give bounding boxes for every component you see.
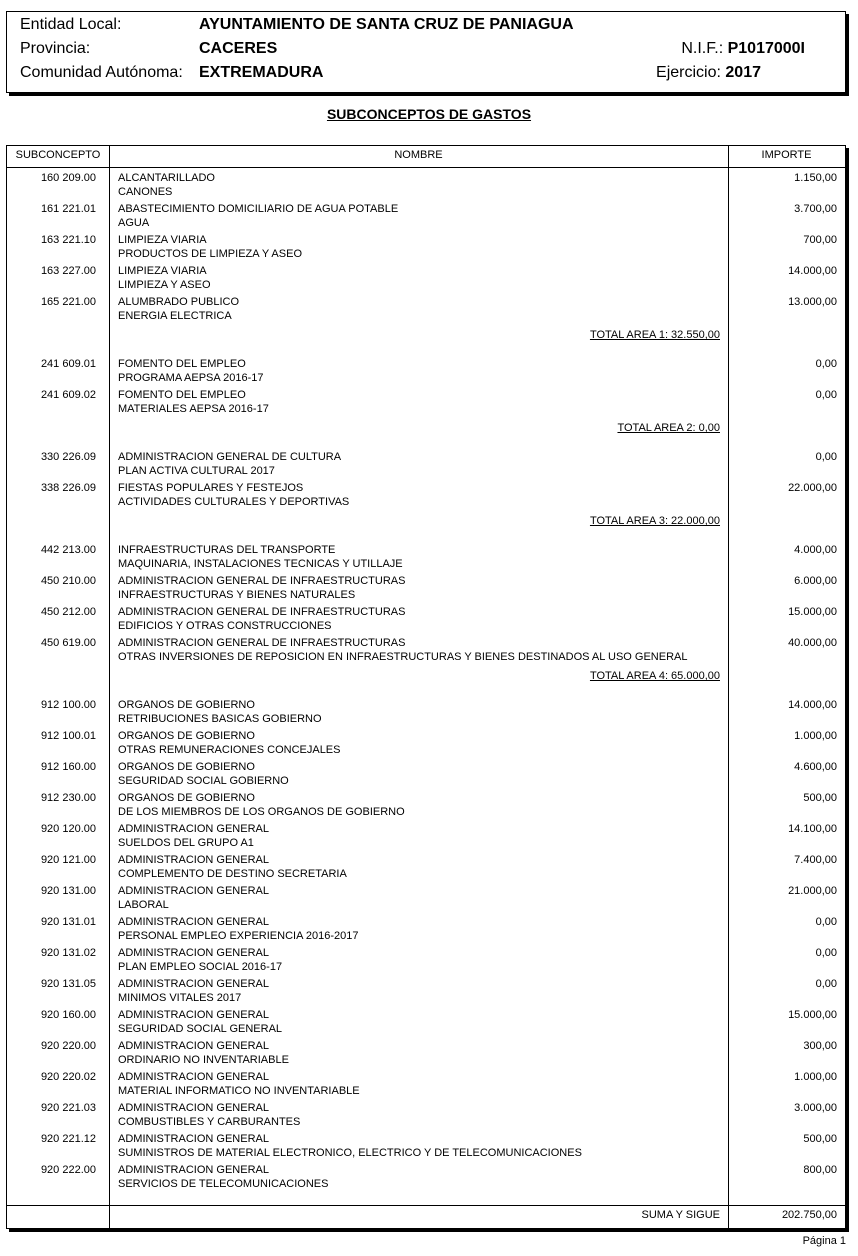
nombre-line1: FOMENTO DEL EMPLEO xyxy=(118,389,246,401)
importe-value: 700,00 xyxy=(803,234,837,246)
table-row xyxy=(7,1009,845,1040)
subconcepto-code: 912 160.00 xyxy=(40,761,96,773)
nombre-line1: ADMINISTRACION GENERAL xyxy=(118,1164,269,1176)
table-row xyxy=(7,916,845,947)
importe-value: 14.000,00 xyxy=(788,265,837,277)
importe-value: 1.150,00 xyxy=(794,172,837,184)
table-row xyxy=(7,265,845,296)
table-row xyxy=(7,296,845,327)
table-row xyxy=(7,358,845,389)
provincia-value: CACERES xyxy=(199,40,278,57)
nif-value: P1017000I xyxy=(727,40,805,57)
nombre-line2: MATERIAL INFORMATICO NO INVENTARIABLE xyxy=(118,1085,360,1097)
table-row xyxy=(7,699,845,730)
subconcepto-code: 920 221.12 xyxy=(40,1133,96,1145)
subconcepto-code: 920 222.00 xyxy=(40,1164,96,1176)
nombre-line2: INFRAESTRUCTURAS Y BIENES NATURALES xyxy=(118,589,356,601)
nombre-line2: DE LOS MIEMBROS DE LOS ORGANOS DE GOBIERNO xyxy=(118,806,405,818)
importe-value: 4.600,00 xyxy=(794,761,837,773)
suma-y-sigue-value: 202.750,00 xyxy=(781,1209,837,1221)
importe-value: 0,00 xyxy=(815,947,837,959)
nombre-line1: ADMINISTRACION GENERAL xyxy=(118,916,269,928)
table-row xyxy=(7,172,845,203)
table-row xyxy=(7,854,845,885)
subconcepto-code: 920 121.00 xyxy=(40,854,96,866)
subconcepto-code: 920 131.02 xyxy=(40,947,96,959)
nombre-line1: ADMINISTRACION GENERAL xyxy=(118,823,269,835)
ejercicio xyxy=(656,64,761,82)
nombre-line1: ABASTECIMIENTO DOMICILIARIO DE AGUA POTABLE xyxy=(118,203,399,215)
subconcepto-code: 920 131.00 xyxy=(40,885,96,897)
subconcepto-code: 920 221.03 xyxy=(40,1102,96,1114)
nombre-line2: CANONES xyxy=(118,186,173,198)
subconcepto-code: 920 220.02 xyxy=(40,1071,96,1083)
subconcepto-code: 912 100.01 xyxy=(40,730,96,742)
importe-value: 800,00 xyxy=(803,1164,837,1176)
importe-value: 6.000,00 xyxy=(794,575,837,587)
subconcepto-code: 920 131.05 xyxy=(40,978,96,990)
nombre-line2: COMBUSTIBLES Y CARBURANTES xyxy=(118,1116,301,1128)
importe-value: 40.000,00 xyxy=(788,637,837,649)
importe-value: 7.400,00 xyxy=(794,854,837,866)
area-total: TOTAL AREA 1: 32.550,00 xyxy=(589,329,720,341)
comunidad-value: EXTREMADURA xyxy=(199,64,324,81)
importe-value: 300,00 xyxy=(803,1040,837,1052)
importe-value: 22.000,00 xyxy=(788,482,837,494)
importe-value: 0,00 xyxy=(815,451,837,463)
table-row xyxy=(7,575,845,606)
area-total: TOTAL AREA 4: 65.000,00 xyxy=(589,670,720,682)
ejercicio-label: Ejercicio: xyxy=(656,64,721,81)
entidad-label: Entidad Local: xyxy=(20,16,122,33)
table-row xyxy=(7,606,845,637)
table-row xyxy=(7,1102,845,1133)
nombre-line2: ENERGIA ELECTRICA xyxy=(118,310,232,322)
table-row xyxy=(7,761,845,792)
subconcepto-code: 163 221.10 xyxy=(40,234,96,246)
importe-value: 3.000,00 xyxy=(794,1102,837,1114)
subconcepto-code: 920 220.00 xyxy=(40,1040,96,1052)
subconcepto-code: 920 160.00 xyxy=(40,1009,96,1021)
subconcepto-code: 241 609.01 xyxy=(40,358,96,370)
nombre-line2: MINIMOS VITALES 2017 xyxy=(118,992,242,1004)
importe-value: 1.000,00 xyxy=(794,1071,837,1083)
header-box xyxy=(6,11,846,93)
table-row xyxy=(7,203,845,234)
subconcepto-code: 330 226.09 xyxy=(40,451,96,463)
header-row-comunidad xyxy=(7,64,845,88)
importe-value: 3.700,00 xyxy=(794,203,837,215)
table-row xyxy=(7,389,845,420)
nombre-line2: PROGRAMA AEPSA 2016-17 xyxy=(118,372,264,384)
nombre-line1: FIESTAS POPULARES Y FESTEJOS xyxy=(118,482,304,494)
nombre-line2: PLAN ACTIVA CULTURAL 2017 xyxy=(118,465,275,477)
nombre-line2: PRODUCTOS DE LIMPIEZA Y ASEO xyxy=(118,248,303,260)
subconcepto-code: 241 609.02 xyxy=(40,389,96,401)
nombre-line1: FOMENTO DEL EMPLEO xyxy=(118,358,246,370)
nombre-line2: PERSONAL EMPLEO EXPERIENCIA 2016-2017 xyxy=(118,930,359,942)
nombre-line1: ORGANOS DE GOBIERNO xyxy=(118,761,255,773)
area-total: TOTAL AREA 3: 22.000,00 xyxy=(589,515,720,527)
importe-value: 1.000,00 xyxy=(794,730,837,742)
subconcepto-code: 161 221.01 xyxy=(40,203,96,215)
importe-value: 0,00 xyxy=(815,358,837,370)
nombre-line2: AGUA xyxy=(118,217,150,229)
nombre-line1: ADMINISTRACION GENERAL xyxy=(118,885,269,897)
nombre-line1: ORGANOS DE GOBIERNO xyxy=(118,699,255,711)
nombre-line2: SEGURIDAD SOCIAL GENERAL xyxy=(118,1023,283,1035)
subconcepto-code: 912 230.00 xyxy=(40,792,96,804)
page-number: Página 1 xyxy=(802,1235,846,1247)
importe-value: 4.000,00 xyxy=(794,544,837,556)
table-row xyxy=(7,1040,845,1071)
column-header-subconcepto: SUBCONCEPTO xyxy=(15,149,101,161)
nombre-line2: ORDINARIO NO INVENTARIABLE xyxy=(118,1054,289,1066)
nif-label: N.I.F.: xyxy=(681,40,724,57)
nombre-line1: ADMINISTRACION GENERAL xyxy=(118,947,269,959)
nombre-line2: OTRAS REMUNERACIONES CONCEJALES xyxy=(118,744,341,756)
nombre-line2: SERVICIOS DE TELECOMUNICACIONES xyxy=(118,1178,329,1190)
subconcepto-code: 163 227.00 xyxy=(40,265,96,277)
header-row-provincia xyxy=(7,40,845,64)
header-row-entidad xyxy=(7,16,845,40)
importe-value: 0,00 xyxy=(815,916,837,928)
table-row xyxy=(7,885,845,916)
subconcepto-code: 912 100.00 xyxy=(40,699,96,711)
importe-value: 15.000,00 xyxy=(788,1009,837,1021)
subconcepto-code: 450 210.00 xyxy=(40,575,96,587)
nombre-line2: PLAN EMPLEO SOCIAL 2016-17 xyxy=(118,961,283,973)
nombre-line2: COMPLEMENTO DE DESTINO SECRETARIA xyxy=(118,868,347,880)
table-row xyxy=(7,544,845,575)
nombre-line1: LIMPIEZA VIARIA xyxy=(118,265,207,277)
nombre-line2: MATERIALES AEPSA 2016-17 xyxy=(118,403,269,415)
nombre-line1: ADMINISTRACION GENERAL DE CULTURA xyxy=(118,451,342,463)
table-row xyxy=(7,978,845,1009)
nombre-line2: SUELDOS DEL GRUPO A1 xyxy=(118,837,254,849)
nombre-line2: OTRAS INVERSIONES DE REPOSICION EN INFRAESTRUCTURAS Y BIENES DESTINADOS AL USO GENERAL xyxy=(118,651,688,663)
nombre-line2: SEGURIDAD SOCIAL GOBIERNO xyxy=(118,775,289,787)
column-header-nombre: NOMBRE xyxy=(394,149,443,161)
subconcepto-code: 920 131.01 xyxy=(40,916,96,928)
nombre-line2: LIMPIEZA Y ASEO xyxy=(118,279,211,291)
importe-value: 500,00 xyxy=(803,792,837,804)
subconcepto-code: 920 120.00 xyxy=(40,823,96,835)
table-row xyxy=(7,1164,845,1195)
nombre-line1: ADMINISTRACION GENERAL DE INFRAESTRUCTURAS xyxy=(118,606,406,618)
subconcepto-code: 442 213.00 xyxy=(40,544,96,556)
importe-value: 14.100,00 xyxy=(788,823,837,835)
nombre-line1: ORGANOS DE GOBIERNO xyxy=(118,792,255,804)
area-total: TOTAL AREA 2: 0,00 xyxy=(617,422,720,434)
subconcepto-code: 450 212.00 xyxy=(40,606,96,618)
nombre-line2: EDIFICIOS Y OTRAS CONSTRUCCIONES xyxy=(118,620,332,632)
document-title xyxy=(0,106,858,122)
nombre-line2: MAQUINARIA, INSTALACIONES TECNICAS Y UTILLAJE xyxy=(118,558,403,570)
importe-value: 500,00 xyxy=(803,1133,837,1145)
table-row xyxy=(7,730,845,761)
nombre-line1: ADMINISTRACION GENERAL xyxy=(118,1102,269,1114)
importe-value: 14.000,00 xyxy=(788,699,837,711)
nombre-line1: ORGANOS DE GOBIERNO xyxy=(118,730,255,742)
table-row xyxy=(7,637,845,668)
nombre-line1: ADMINISTRACION GENERAL xyxy=(118,854,269,866)
table-row xyxy=(7,1133,845,1164)
provincia-label: Provincia: xyxy=(20,40,91,57)
comunidad-label: Comunidad Autónoma: xyxy=(20,64,183,81)
expenses-table xyxy=(6,145,846,1229)
nif xyxy=(681,40,805,58)
nombre-line2: SUMINISTROS DE MATERIAL ELECTRONICO, ELECTRICO Y DE TELECOMUNICACIONES xyxy=(118,1147,582,1159)
nombre-line1: ADMINISTRACION GENERAL xyxy=(118,1071,269,1083)
nombre-line1: INFRAESTRUCTURAS DEL TRANSPORTE xyxy=(118,544,336,556)
importe-value: 13.000,00 xyxy=(788,296,837,308)
nombre-line1: ADMINISTRACION GENERAL xyxy=(118,1133,269,1145)
column-header-importe: IMPORTE xyxy=(761,149,812,161)
subconcepto-code: 165 221.00 xyxy=(40,296,96,308)
entidad-value: AYUNTAMIENTO DE SANTA CRUZ DE PANIAGUA xyxy=(199,16,574,33)
footer-divider xyxy=(7,1205,845,1206)
table-row xyxy=(7,1071,845,1102)
subconcepto-code: 450 619.00 xyxy=(40,637,96,649)
importe-value: 0,00 xyxy=(815,389,837,401)
subconcepto-code: 338 226.09 xyxy=(40,482,96,494)
header-divider xyxy=(7,167,845,168)
table-row xyxy=(7,947,845,978)
nombre-line2: LABORAL xyxy=(118,899,169,911)
nombre-line1: ADMINISTRACION GENERAL xyxy=(118,1009,269,1021)
nombre-line1: ADMINISTRACION GENERAL DE INFRAESTRUCTURAS xyxy=(118,637,406,649)
ejercicio-value: 2017 xyxy=(725,64,761,81)
nombre-line1: ADMINISTRACION GENERAL xyxy=(118,978,269,990)
importe-value: 0,00 xyxy=(815,978,837,990)
table-row xyxy=(7,792,845,823)
table-row xyxy=(7,234,845,265)
importe-value: 15.000,00 xyxy=(788,606,837,618)
subconcepto-code: 160 209.00 xyxy=(40,172,96,184)
nombre-line1: ADMINISTRACION GENERAL xyxy=(118,1040,269,1052)
document-title-text: SUBCONCEPTOS DE GASTOS xyxy=(326,106,532,122)
nombre-line2: ACTIVIDADES CULTURALES Y DEPORTIVAS xyxy=(118,496,350,508)
nombre-line2: RETRIBUCIONES BASICAS GOBIERNO xyxy=(118,713,322,725)
nombre-line1: LIMPIEZA VIARIA xyxy=(118,234,207,246)
nombre-line1: ADMINISTRACION GENERAL DE INFRAESTRUCTURAS xyxy=(118,575,406,587)
nombre-line1: ALUMBRADO PUBLICO xyxy=(118,296,240,308)
suma-y-sigue-label: SUMA Y SIGUE xyxy=(641,1209,720,1221)
table-row xyxy=(7,482,845,513)
table-row xyxy=(7,823,845,854)
table-row xyxy=(7,451,845,482)
nombre-line1: ALCANTARILLADO xyxy=(118,172,215,184)
importe-value: 21.000,00 xyxy=(788,885,837,897)
